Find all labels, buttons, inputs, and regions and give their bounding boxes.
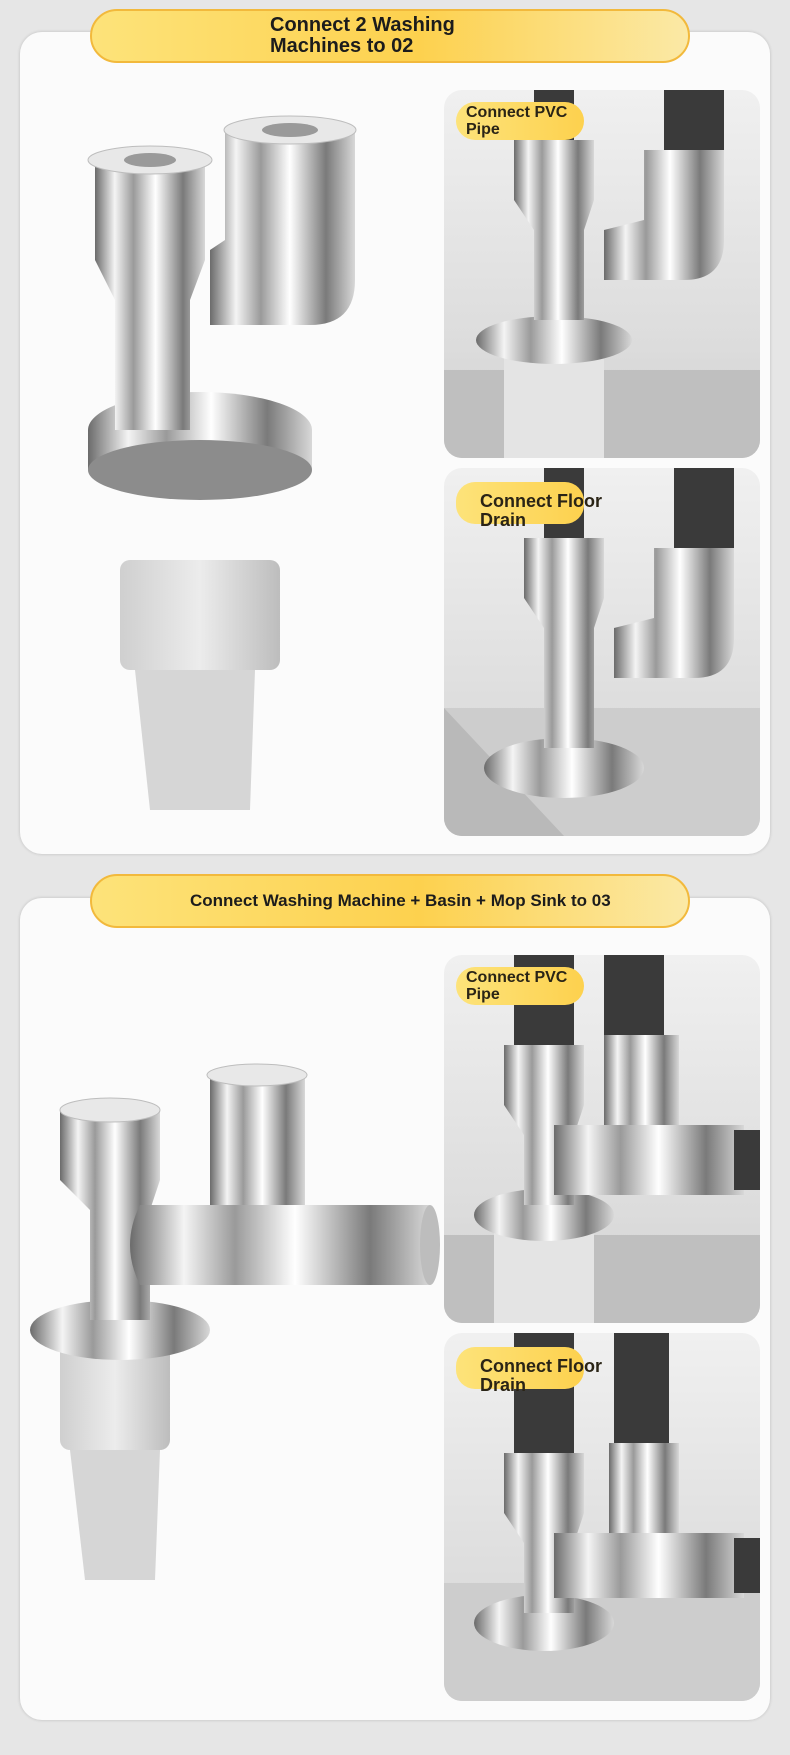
card-connect-floor-drain-1 [444,468,760,836]
card-label: Connect PVC Pipe [466,969,568,1003]
y-connector-product-image [40,110,420,850]
section-2-title-banner [90,874,690,928]
section-1-title-banner [90,9,690,63]
tee-connector-product-image [20,1040,440,1600]
card-label: Connect Floor Drain [480,491,602,530]
section-2-title: Connect Washing Machine + Basin + Mop Sink to 03 [190,891,611,910]
card-connect-pvc-pipe-2 [444,955,760,1323]
section-1-title: Connect 2 Washing Machines to 02 [270,14,455,57]
card-label: Connect PVC Pipe [466,104,568,138]
card-connect-floor-drain-2 [444,1333,760,1701]
card-label: Connect Floor Drain [480,1356,602,1395]
card-connect-pvc-pipe-1 [444,90,760,458]
